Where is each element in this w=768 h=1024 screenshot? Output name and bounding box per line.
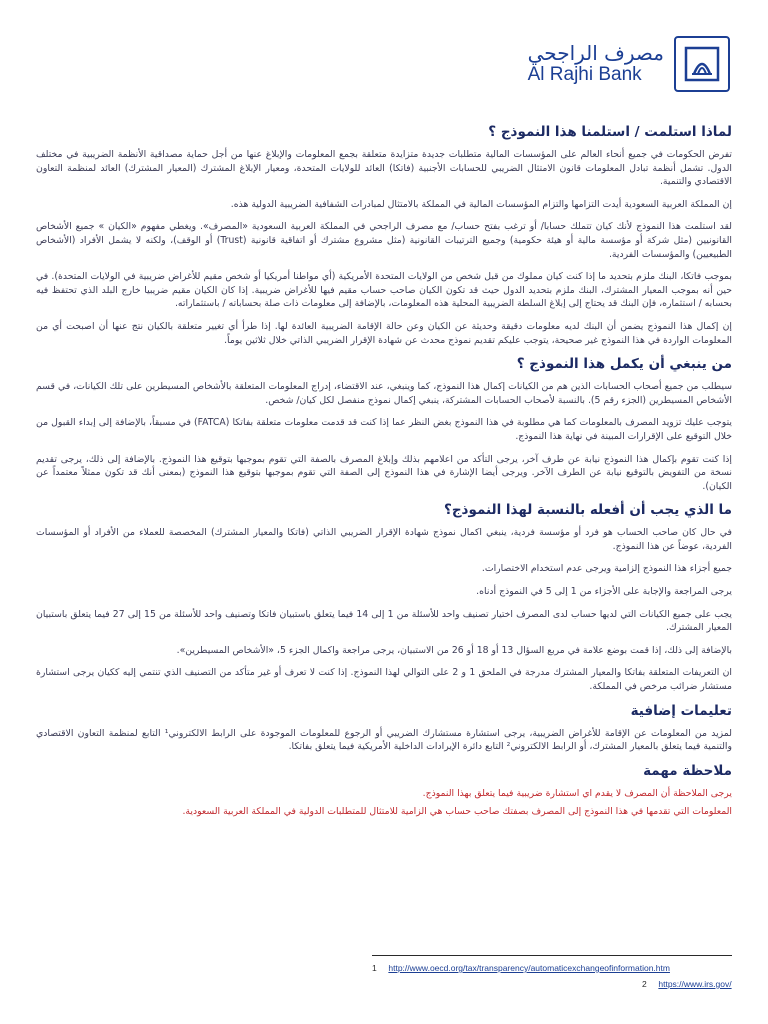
section-additional-instructions (36, 703, 732, 754)
section-heading: ملاحظة مهمة (643, 762, 732, 779)
footnote-number: 1 (372, 963, 377, 973)
paragraph: جميع أجزاء هذا النموذج إلزامية ويرجى عدم استخدام الاختصارات. (481, 563, 732, 575)
paragraph: بموجب فاتكا، البنك ملزم بتحديد ما إذا كنت كيان مملوك من قبل شخص من الولايات المتحدة الأمريكية (أي مواطنا أمريكيا أو شخص مقيم للأغراض ضريبية في الولايات المتحدة). في حين أنه بموجب المعيار المشترك، البنك ملزم بتحديد الدول حيث قد تكون الكيان صاحب حساب مقيم فيها للأغراض ضريبية. إذا كان الكيان مقيم ضريبيا خارج البلد الذي تحتفظ فيه بحسابه / استثماره، فإن البنك قد يحتاج إلى إبلاغ السلطة الضريبية المحلية هذه المعلومات، بالإضافة إلى معلومات ذات صلة بحساباته / باستثماراته. (36, 271, 732, 310)
paragraph: في حال كان صاحب الحساب هو فرد أو مؤسسة فردية، ينبغي اكمال نموذج شهادة الإقرار الضريبي الذاتي (فاتكا والمعيار المشترك) المخصصة للعملاء من الأفراد أو المؤسسات الفردية، عوضاً عن هذا النموذج. (36, 527, 732, 552)
section-why-received (36, 124, 732, 347)
paragraph: بالإضافة إلى ذلك، إذا قمت بوضع علامة في مربع السؤال 13 أو 18 أو 26 من الاستبيان، يرجى مراجعة واكمال الجزء 5، «الأشخاص المسيطرين». (176, 644, 732, 656)
document-body (36, 124, 732, 824)
section-heading: تعليمات إضافية (630, 702, 732, 719)
logo-emblem-icon (682, 44, 722, 84)
paragraph: إن إكمال هذا النموذج يضمن أن البنك لديه معلومات دقيقة وحديثة عن الكيان وعن حالة الإقامة الضريبية العائدة لها. إذا طرأ أي تغيير متعلقة بالكيان نتج عنها أن اصبحت أي من المعلومات الواردة في هذا النموذج غير صحيحة، يتوجب عليكم تقديم نموذج محدث عن شهادة الإقرار الضريبي الذاتي خلال ثلاثين يوماً. (36, 320, 732, 346)
paragraph: إذا كنت تقوم بإكمال هذا النموذج نيابة عن طرف آخر، يرجى التأكد من اعلامهم بذلك وإبلاغ المصرف بالصفة التي تقوم بموجبها بتوقيع هذا النموذج. بالإضافة إلى ذلك، يرجى تقديم نسخة من التفويض بالتوقيع نيابة عن الطرف الآخر. ويرجى أيضا الإشارة في هذا النموذج إلى الصفة التي تقوم بموجبها بتوقيع هذا النموذج (بمعنى أنك قد تكون ممثلاً معتمداً عن الكيان). (36, 453, 732, 492)
footnote-2 (372, 976, 732, 992)
paragraph: يجب على جميع الكيانات التي لديها حساب لدى المصرف اختيار تصنيف واحد للأسئلة من 1 إلى 14 فيما يتعلق باستبيان فاتكا وتصنيف واحد للأسئلة من 15 إلى 27 فيما يتعلق باستبيان المعيار المشترك. (36, 608, 732, 634)
paragraph: لمزيد من المعلومات عن الإقامة للأغراض الضريبية، يرجى استشارة مستشارك الضريبي أو الرجوع للمعلومات الموجودة على الرابط الالكتروني¹ التابع لمنظمة التعاون الاقتصادي والتنمية فيما يتعلق بالمعيار المشترك، أو الرابط الالكتروني² التابع دائرة الإيرادات الداخلية الأمريكية فيما يتعلق بفاتكا. (36, 727, 732, 753)
important-note-text: المعلومات التي تقدمها في هذا النموذج إلى المصرف بصفتك صاحب حساب هي الزامية للامتثال للمتطلبات الدولية في المملكة العربية السعودية. (182, 806, 732, 818)
footnote-1 (372, 960, 732, 976)
paragraph: تفرض الحكومات في جميع أنحاء العالم على المؤسسات المالية متطلبات جديدة متزايدة متعلقة بجمع المعلومات والإبلاغ عنها من أجل حماية مصداقية الأنظمة الضريبية في مختلف الدول. تشمل أنظمة تبادل المعلومات قانون الامتثال الضريبي للحسابات الأجنبية (فاتكا) العائد للولايات المتحدة، ومعيار الإبلاغ المشترك (المعيار المشترك) العائد لمنظمة التعاون الاقتصادي والتنمية. (36, 149, 732, 188)
footnotes (372, 955, 732, 992)
footnote-number: 2 (642, 979, 647, 989)
bank-name-arabic: مصرف الراجحي (527, 40, 664, 65)
section-heading: من ينبغي أن يكمل هذا النموذج ؟ (516, 356, 732, 373)
important-note-text: يرجى الملاحظة أن المصرف لا يقدم اي استشارة ضريبية فيما يتعلق بهذا النموذج. (422, 787, 732, 799)
paragraph: ان التعريفات المتعلقة بفاتكا والمعيار المشترك مدرجة في الملحق 1 و 2 على التوالي لهذا النموذج. إذا كنت لا تعرف أو غير متأكد من التصنيف الذي تنتمي إليه ككيان يرجى استشارة مستشار ضرائب مرخص في المملكة. (36, 667, 732, 693)
paragraph: يتوجب عليك تزويد المصرف بالمعلومات كما هي مطلوبة في هذا النموذج بغض النظر عما إذا كنت قد قدمت معلومات متعلقة بفاتكا (FATCA) في مسبقاً، بالإضافة إلى إبداء القبول من خلال التوقيع على الإقرارات المبينة في نهاية هذا النموذج. (36, 417, 732, 442)
section-what-to-do (36, 502, 732, 693)
footnote-link-oecd[interactable]: http://www.oecd.org/tax/transparency/automaticexchangeofinformation.htm (388, 963, 670, 973)
bank-logo-icon (674, 36, 730, 92)
section-important-note (36, 763, 732, 819)
paragraph: لقد استلمت هذا النموذج لأنك كيان تتملك حسابا/ أو ترغب بفتح حساب/ مع مصرف الراجحي في المملكة العربية السعودية «المصرف». ويغطي مفهوم «الكيان » جميع الأشخاص القانونيين (مثل شركة أو مؤسسة مالية أو هيئة حكومية) وجميع الترتيبات القانونية (مثل مشروع مشترك أو اتفاقية قانونية (Trust) أو الوقف)، ولكنه لا يشمل الأفراد (الأشخاص الطبيعيين) والمؤسسات الفردية. (36, 221, 732, 260)
bank-name-english: Al Rajhi Bank (527, 63, 642, 85)
section-who-completes (36, 356, 732, 493)
footnote-link-irs[interactable]: https://www.irs.gov/ (658, 979, 732, 989)
paragraph: يرجى المراجعة والإجابة على الأجزاء من 1 إلى 5 في النموذج أدناه. (476, 586, 732, 598)
paragraph: سيطلب من جميع أصحاب الحسابات الذين هم من الكيانات إكمال هذا النموذج، كما وينبغي، عند الاقتضاء، إدراج المعلومات المتعلقة بالأشخاص المسيطرين على تلك الكيانات، في قسم الأشخاص المسيطرين (الجزء رقم 5). بالنسبة لأصحاب الحسابات المشتركة، ينبغي إكمال نموذج منفصل لكل كيان/ شخص. (36, 381, 732, 406)
paragraph: إن المملكة العربية السعودية أيدت التزامها والتزام المؤسسات المالية في المملكة بالامتثال لمبادرات الشفافية الضريبية الدولية هذه. (230, 198, 732, 210)
bank-header (528, 36, 730, 92)
bank-name (528, 42, 664, 87)
section-heading: ما الذي يجب أن أفعله بالنسبة لهذا النموذج؟ (444, 502, 732, 519)
section-heading: لماذا استلمت / استلمنا هذا النموذج ؟ (488, 124, 732, 140)
